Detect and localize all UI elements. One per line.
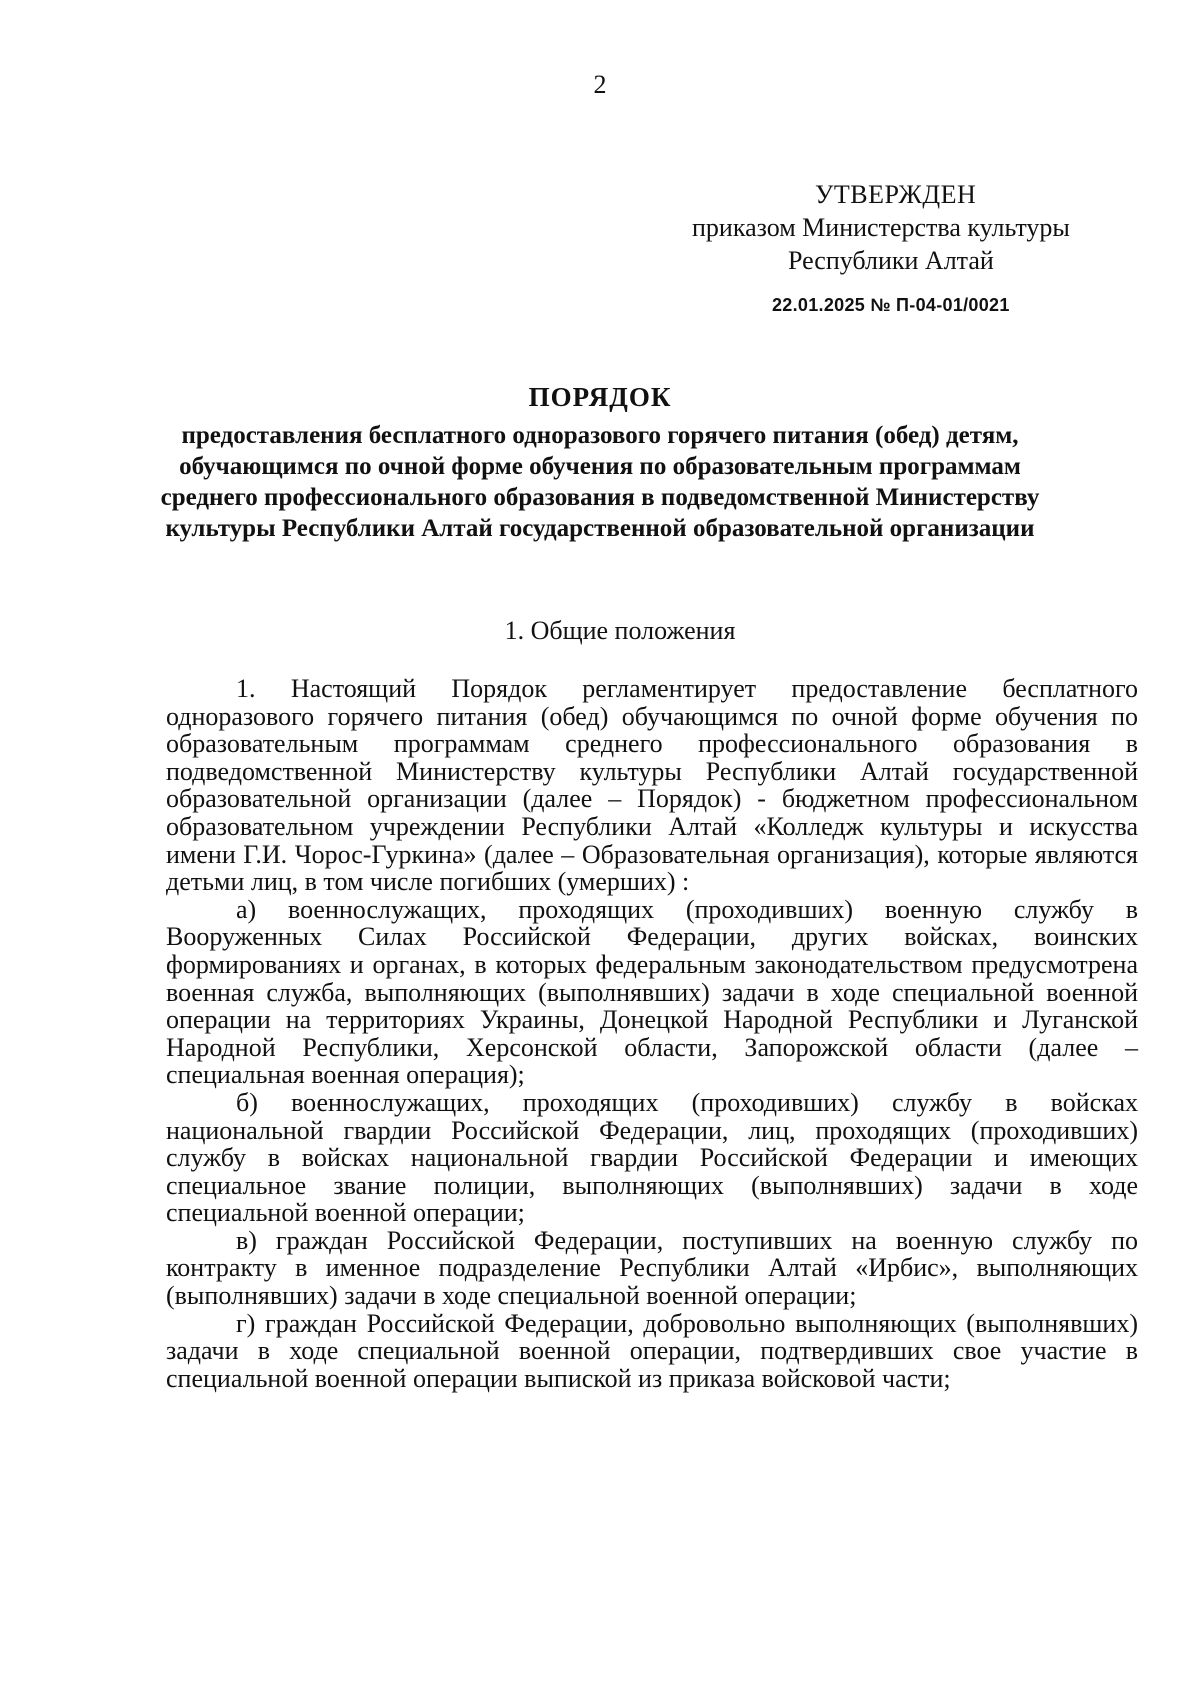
- paragraph-1: 1. Настоящий Порядок регламентирует предоставление бесплатного одноразового горячего питания (обед) обучающимся по очной форме обучения по образовательным программам среднего профессионального образования в подведомственной Министерству культуры Республики Алтай государственной образовательной организации (далее – Порядок) - бюджетном профессиональном образовательном учреждении Республики Алтай «Колледж культуры и искусства имени Г.И. Чорос-Гуркина» (далее – Образовательная организация), которые являются детьми лиц, в том числе погибших (умерших) :: [166, 674, 1138, 897]
- approval-date-number: 22.01.2025 № П-04-01/0021: [772, 295, 1010, 315]
- document-subtitle: предоставления бесплатного одноразового горячего питания (обед) детям, обучающимся по очной форме обучения по образовательным программам среднего профессионального образования в подведомственной Министерству культуры Республики Алтай государственной образовательной организации: [160, 422, 1040, 542]
- body-text: [166, 675, 1138, 1392]
- approval-line-2: Республики Алтай: [788, 246, 994, 275]
- paragraph-v: в) граждан Российской Федерации, поступивших на военную службу по контракту в именное подразделение Республики Алтай «Ирбис», выполняющих (выполнявших) задачи в ходе специальной военной операции;: [166, 1225, 1138, 1311]
- approval-block: [680, 178, 1140, 322]
- section-title: 1. Общие положения: [504, 616, 736, 645]
- page-number: 2: [593, 70, 607, 99]
- paragraph-g: г) граждан Российской Федерации, добровольно выполняющих (выполнявших) задачи в ходе специальной военной операции, подтвердивших свое участие в специальной военной операции выпиской из приказа войсковой части;: [166, 1308, 1138, 1393]
- document-title: ПОРЯДОК: [528, 382, 672, 412]
- approval-title: УТВЕРЖДЕН: [815, 180, 977, 209]
- paragraph-a: а) военнослужащих, проходящих (проходивших) военную службу в Вооруженных Силах Российской Федерации, других войсках, воинских формированиях и органах, в которых федеральным законодательством предусмотрена военная служба, выполняющих (выполнявших) задачи в ходе специальной военной операции на территориях Украины, Донецкой Народной Республики и Луганской Народной Республики, Херсонской области, Запорожской области (далее – специальная военная операция);: [166, 894, 1138, 1090]
- paragraph-b: б) военнослужащих, проходящих (проходивших) службу в войсках национальной гвардии Российской Федерации, лиц, проходящих (проходивших) службу в войсках национальной гвардии Российской Федерации и имеющих специальное звание полиции, выполняющих (выполнявших) задачи в ходе специальной военной операции;: [166, 1087, 1138, 1228]
- approval-line-1: приказом Министерства культуры: [692, 213, 1070, 242]
